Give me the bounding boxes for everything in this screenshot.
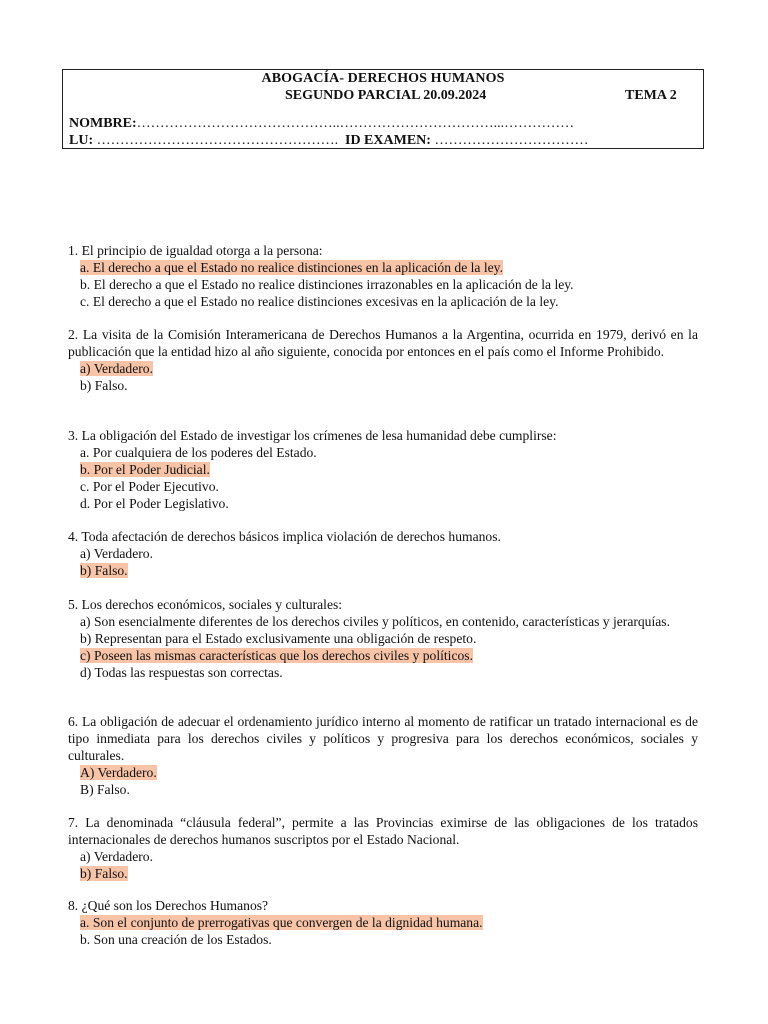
id-examen-dots: …………………………… bbox=[430, 133, 589, 148]
nombre-dots: ……………………………………..……………………………...…………… bbox=[136, 116, 575, 131]
option: B) Falso. bbox=[80, 782, 130, 797]
option: a) Son esencialmente diferentes de los derechos civiles y políticos, en contenido, características y jerarquías. bbox=[80, 614, 670, 629]
question-stem: 2. La visita de la Comisión Interamericana de Derechos Humanos a la Argentina, ocurrida en 1979, derivó en la publicación que la entidad hizo al año siguiente, conocida por entonces en el país como el Informe Prohibido. bbox=[68, 327, 698, 359]
exam-header bbox=[62, 69, 704, 149]
id-examen-label: ID EXAMEN: bbox=[345, 133, 431, 148]
exam-subtitle: SEGUNDO PARCIAL 20.09.2024 bbox=[285, 88, 487, 103]
option-answer-highlighted: a. El derecho a que el Estado no realice distinciones en la aplicación de la ley. bbox=[80, 260, 503, 275]
option: b) Representan para el Estado exclusivamente una obligación de respeto. bbox=[80, 631, 477, 646]
nombre-label: NOMBRE: bbox=[69, 116, 137, 131]
option-answer-highlighted: b) Falso. bbox=[80, 866, 128, 881]
lu-label: LU: bbox=[69, 133, 94, 148]
option: d) Todas las respuestas son correctas. bbox=[80, 665, 283, 680]
question-4 bbox=[68, 528, 698, 579]
nombre-field[interactable] bbox=[69, 116, 574, 132]
question-stem: 8. ¿Qué son los Derechos Humanos? bbox=[68, 898, 269, 913]
id-examen-field[interactable] bbox=[345, 133, 588, 149]
option-answer-highlighted: c) Poseen las mismas características que los derechos civiles y políticos. bbox=[80, 648, 473, 663]
question-stem: 5. Los derechos económicos, sociales y culturales: bbox=[68, 597, 343, 612]
option-answer-highlighted: b. Por el Poder Judicial. bbox=[80, 462, 210, 477]
question-6 bbox=[68, 713, 698, 798]
option-answer-highlighted: a) Verdadero. bbox=[80, 361, 153, 376]
option-answer-highlighted: A) Verdadero. bbox=[80, 765, 157, 780]
question-stem: 3. La obligación del Estado de investigar los crímenes de lesa humanidad debe cumplirse: bbox=[68, 428, 557, 443]
question-8 bbox=[68, 897, 698, 948]
question-stem: 1. El principio de igualdad otorga a la persona: bbox=[68, 243, 323, 258]
option: a) Verdadero. bbox=[80, 849, 153, 864]
option: d. Por el Poder Legislativo. bbox=[80, 496, 229, 511]
question-1 bbox=[68, 242, 698, 310]
option: b) Falso. bbox=[80, 378, 128, 393]
question-3 bbox=[68, 427, 698, 512]
option: a) Verdadero. bbox=[80, 546, 153, 561]
question-stem: 4. Toda afectación de derechos básicos implica violación de derechos humanos. bbox=[68, 529, 501, 544]
option: c. Por el Poder Ejecutivo. bbox=[80, 479, 219, 494]
option-answer-highlighted: a. Son el conjunto de prerrogativas que convergen de la dignidad humana. bbox=[80, 915, 483, 930]
question-stem: 7. La denominada “cláusula federal”, permite a las Provincias eximirse de las obligaciones de los tratados internacionales de derechos humanos suscriptos por el Estado Nacional. bbox=[68, 815, 698, 847]
exam-tema: TEMA 2 bbox=[625, 88, 677, 103]
lu-dots: ……………………………………………. bbox=[93, 133, 339, 148]
option: a. Por cualquiera de los poderes del Estado. bbox=[80, 445, 317, 460]
question-7 bbox=[68, 814, 698, 882]
option-answer-highlighted: b) Falso. bbox=[80, 563, 128, 578]
lu-field[interactable] bbox=[69, 133, 338, 149]
option: c. El derecho a que el Estado no realice distinciones excesivas en la aplicación de la ley. bbox=[80, 294, 559, 309]
question-5 bbox=[68, 596, 698, 681]
option: b. El derecho a que el Estado no realice distinciones irrazonables en la aplicación de la ley. bbox=[80, 277, 574, 292]
exam-title: ABOGACÍA- DERECHOS HUMANOS bbox=[261, 71, 505, 86]
question-2 bbox=[68, 326, 698, 394]
option: b. Son una creación de los Estados. bbox=[80, 932, 272, 947]
question-stem: 6. La obligación de adecuar el ordenamiento jurídico interno al momento de ratificar un tratado internacional es de tipo inmediata para los derechos civiles y políticos y progresiva para los derechos económicos, sociales y culturales. bbox=[68, 714, 698, 763]
